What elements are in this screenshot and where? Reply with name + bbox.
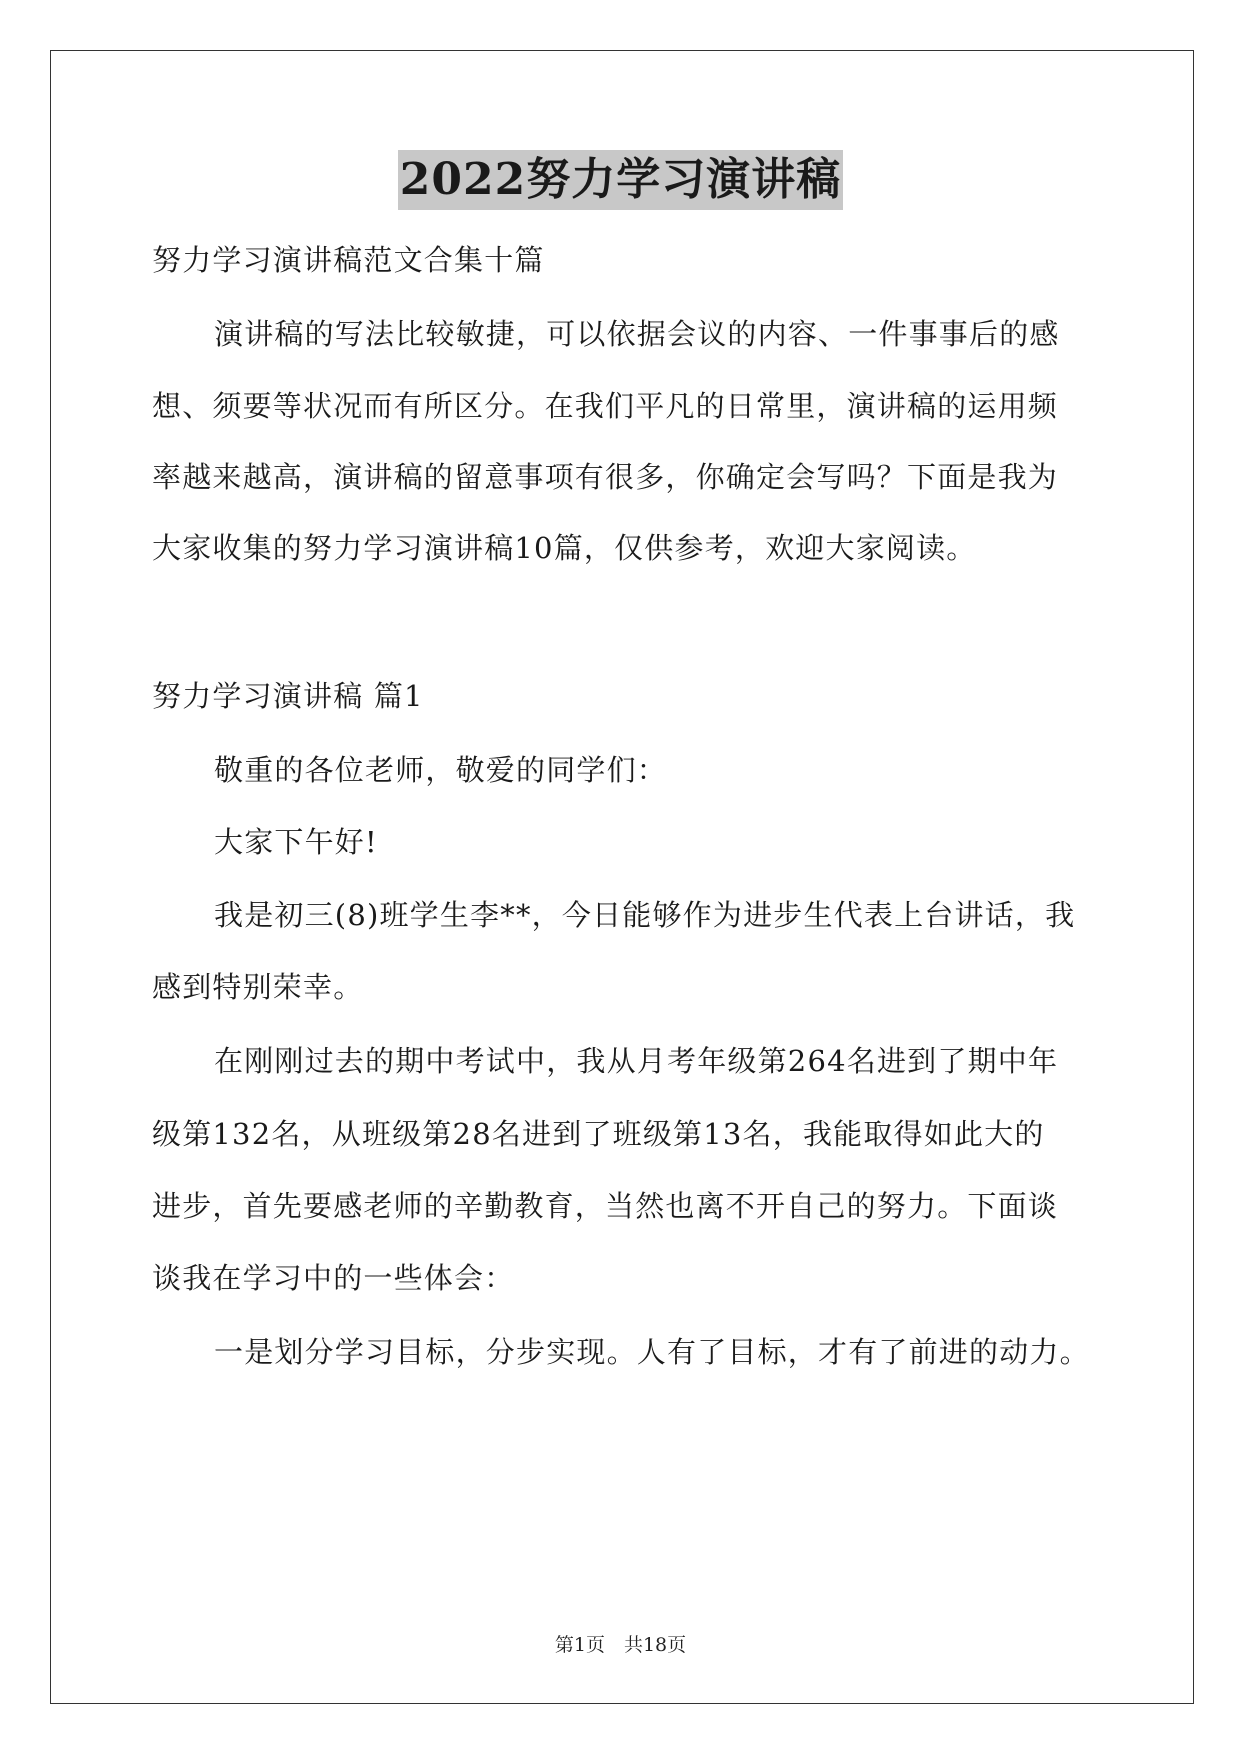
greeting-line: 敬重的各位老师，敬爱的同学们： bbox=[214, 753, 668, 787]
paragraph2-line-2: 级第132名，从班级第28名进到了班级第13名，我能取得如此大的 bbox=[152, 1117, 1045, 1151]
hello-line: 大家下午好! bbox=[214, 825, 378, 859]
paragraph3-line-1: 一是划分学习目标，分步实现。人有了目标，才有了前进的动力。 bbox=[214, 1335, 1090, 1369]
intro-line-4: 大家收集的努力学习演讲稿10篇，仅供参考，欢迎大家阅读。 bbox=[152, 531, 977, 565]
paragraph2-line-3: 进步，首先要感老师的辛勤教育，当然也离不开自己的努力。下面谈 bbox=[152, 1189, 1059, 1223]
intro-line-1: 演讲稿的写法比较敏捷，可以依据会议的内容、一件事事后的感 bbox=[214, 317, 1060, 351]
page-number-footer: 第1页 共18页 bbox=[554, 1634, 687, 1656]
paragraph1-line-1: 我是初三(8)班学生李**，今日能够作为进步生代表上台讲话，我 bbox=[214, 898, 1076, 932]
page-border bbox=[50, 50, 1194, 1704]
document-title-text: 2022努力学习演讲稿 bbox=[398, 150, 843, 210]
section-heading: 努力学习演讲稿 篇1 bbox=[152, 679, 424, 713]
document-subtitle: 努力学习演讲稿范文合集十篇 bbox=[152, 243, 545, 277]
intro-line-2: 想、须要等状况而有所区分。在我们平凡的日常里，演讲稿的运用频 bbox=[152, 389, 1059, 423]
intro-line-3: 率越来越高，演讲稿的留意事项有很多，你确定会写吗？下面是我为 bbox=[152, 460, 1059, 494]
document-title bbox=[0, 150, 1241, 210]
paragraph2-line-1: 在刚刚过去的期中考试中，我从月考年级第264名进到了期中年 bbox=[214, 1044, 1059, 1078]
paragraph2-line-4: 谈我在学习中的一些体会： bbox=[152, 1261, 515, 1295]
paragraph1-line-2: 感到特别荣幸。 bbox=[152, 970, 364, 1004]
